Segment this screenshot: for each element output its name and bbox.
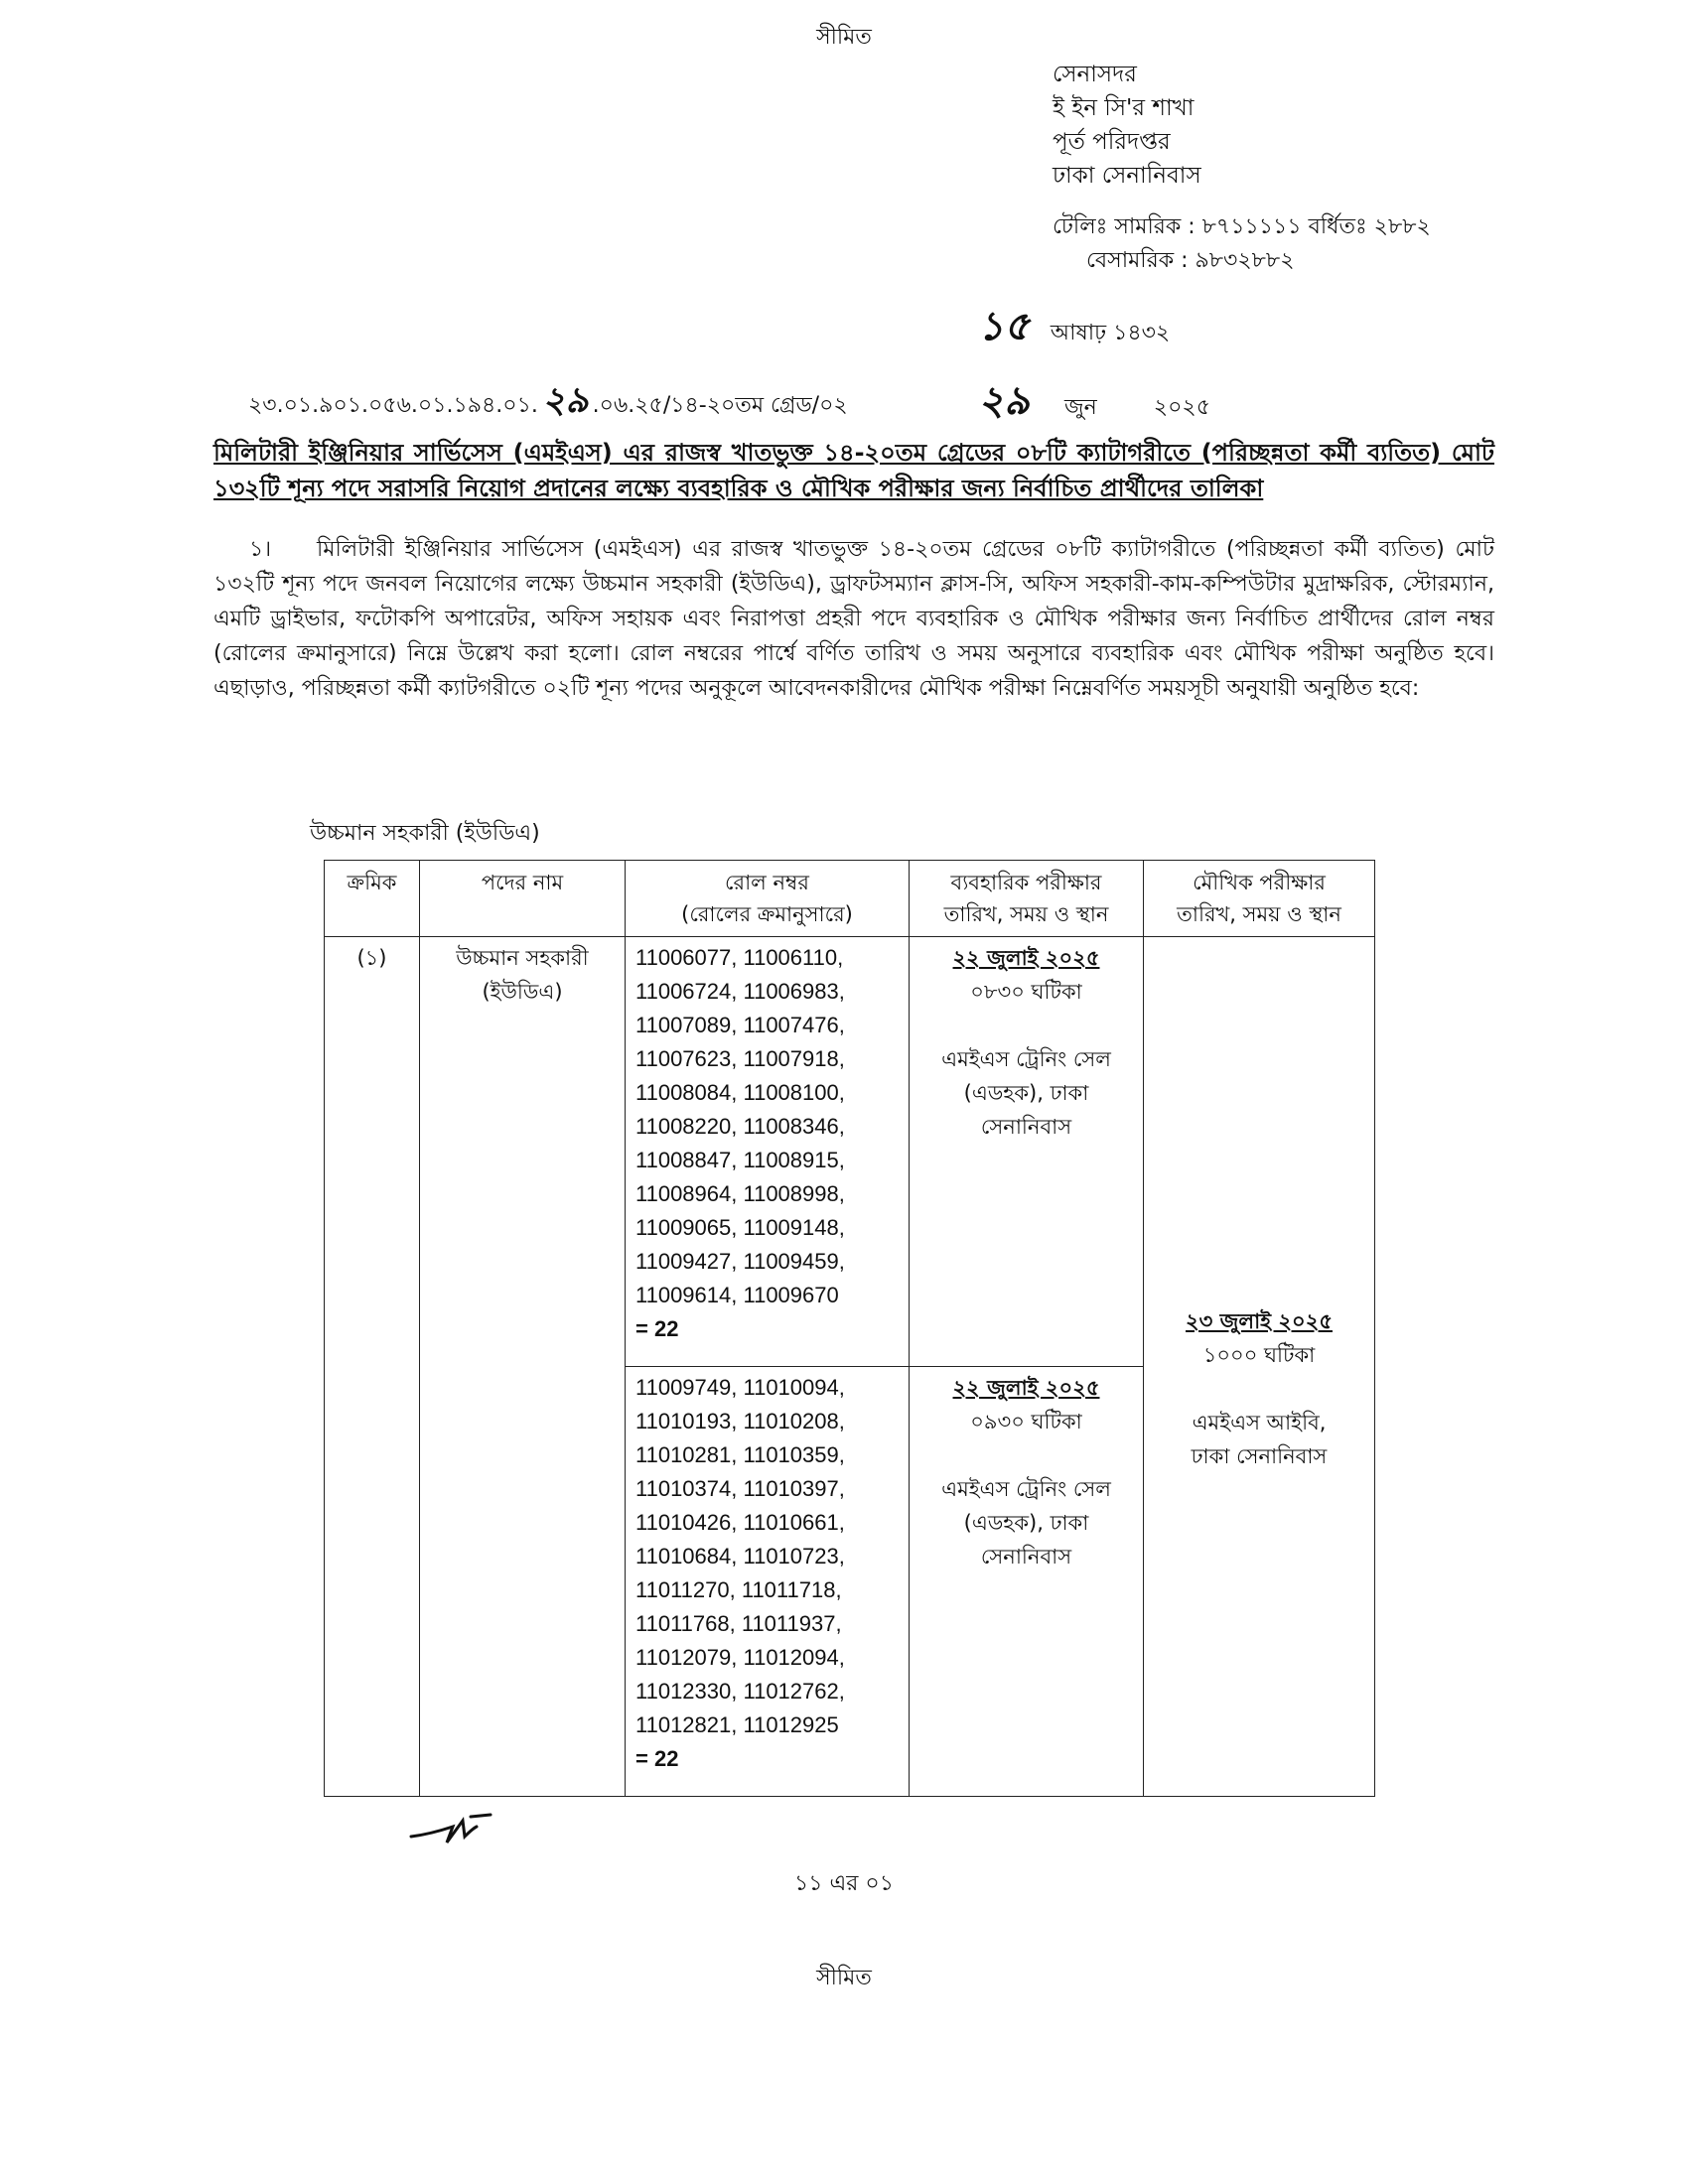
- roll-cell: [626, 1367, 910, 1797]
- reference-number: [248, 373, 848, 433]
- viva-info: [1144, 1304, 1374, 1473]
- table-row: [325, 937, 1375, 1367]
- reference-suffix: .০৬.২৫/১৪-২০তম গ্রেড/০২: [592, 393, 848, 418]
- practical-place: এমইএস ট্রেনিং সেল (এডহক), ঢাকা সেনানিবাস: [941, 1047, 1111, 1139]
- roll-line: 11009614, 11009670: [635, 1283, 839, 1307]
- roll-line: 11012330, 11012762,: [635, 1679, 845, 1704]
- handwritten-day: ১৫: [978, 303, 1030, 349]
- header-viva: [1144, 861, 1375, 937]
- page-number: ১১ এর ০১: [794, 1871, 894, 1896]
- header-practical-line1: ব্যবহারিক পরীক্ষার: [950, 871, 1102, 894]
- viva-cell: [1144, 937, 1375, 1797]
- roll-line: 11006077, 11006110,: [635, 945, 844, 970]
- signature-mark: [407, 1807, 516, 1856]
- header-viva-line2: তারিখ, সময় ও স্থান: [1177, 902, 1341, 926]
- address-line: পূর্ত পরিদপ্তর: [1053, 129, 1171, 155]
- roll-line: 11010281, 11010359,: [635, 1442, 845, 1467]
- practical-cell: [910, 937, 1144, 1367]
- header-practical-line2: তারিখ, সময় ও স্থান: [943, 902, 1109, 926]
- header-roll: [626, 861, 910, 937]
- roll-line: 11009749, 11010094,: [635, 1375, 845, 1400]
- document-heading: মিলিটারী ইঞ্জিনিয়ার সার্ভিসেস (এমইএস) এর রাজস্ব খাতভুক্ত ১৪-২০তম গ্রেডের ০৮টি ক্যাটাগরীতে (পরিচ্ছন্নতা কর্মী ব্যতিত) মোট ১৩২টি শূন্য পদে সরাসরি নিয়োগ প্রদানের লক্ষ্যে ব্যবহারিক ও মৌখিক পরীক্ষার জন্য নির্বাচিত প্রার্থীদের তালিকা: [213, 439, 1494, 502]
- reference-prefix: ২৩.০১.৯০১.০৫৬.০১.১৯৪.০১.: [248, 393, 538, 418]
- roll-line: 11008220, 11008346,: [635, 1114, 845, 1139]
- roll-line: 11008964, 11008998,: [635, 1181, 845, 1206]
- telephone-block: [1053, 210, 1431, 278]
- roll-line: 11006724, 11006983,: [635, 979, 845, 1004]
- classification-top: সীমিত: [816, 25, 872, 50]
- roll-count: = 22: [635, 1316, 679, 1341]
- viva-place: এমইএস আইবি, ঢাকা সেনানিবাস: [1191, 1411, 1328, 1468]
- post-cell: উচ্চমান সহকারী (ইউডিএ): [420, 937, 626, 1797]
- date-english: [978, 369, 1210, 436]
- practical-cell: [910, 1367, 1144, 1797]
- roll-count: = 22: [635, 1746, 679, 1771]
- header-roll-line2: (রোলের ক্রমানুসারে): [681, 902, 853, 926]
- date-bangla: [978, 295, 1170, 361]
- roll-line: 11012079, 11012094,: [635, 1645, 845, 1670]
- date-month: জুন: [1063, 395, 1097, 420]
- header-viva-line1: মৌখিক পরীক্ষার: [1193, 871, 1326, 894]
- paragraph-text: মিলিটারী ইঞ্জিনিয়ার সার্ভিসেস (এমইএস) এর রাজস্ব খাতভুক্ত ১৪-২০তম গ্রেডের ০৮টি ক্যাটাগরীতে (পরিচ্ছন্নতা কর্মী ব্যতিত) মোট ১৩২টি শূন্য পদে জনবল নিয়োগের লক্ষ্যে উচ্চমান সহকারী (ইউডিএ), ড্রাফটসম্যান ক্লাস-সি, অফিস সহকারী-কাম-কম্পিউটার মুদ্রাক্ষরিক, স্টোরম্যান, এমটি ড্রাইভার, ফটোকপি অপারেটর, অফিস সহায়ক এবং নিরাপত্তা প্রহরী পদে ব্যবহারিক ও মৌখিক পরীক্ষার জন্য নির্বাচিত প্রার্থীদের রোল নম্বর (রোলের ক্রমানুসারে) নিম্নে উল্লেখ করা হলো। রোল নম্বরের পার্শ্বে বর্ণিত তারিখ ও সময় অনুসারে ব্যবহারিক এবং মৌখিক পরীক্ষা অনুষ্ঠিত হবে। এছাড়াও, পরিচ্ছন্নতা কর্মী ক্যাটগরীতে ০২টি শূন্য পদের অনুকূলে আবেদনকারীদের মৌখিক পরীক্ষা নিম্নেবর্ণিত সময়সূচী অনুযায়ী অনুষ্ঠিত হবে:: [213, 537, 1494, 701]
- telephone-military: টেলিঃ সামরিক : ৮৭১১১১১ বর্ধিতঃ ২৮৮২: [1053, 214, 1431, 239]
- address-line: ই ইন সি'র শাখা: [1053, 95, 1195, 121]
- viva-time: ১০০০ ঘটিকা: [1202, 1343, 1316, 1367]
- header-serial: ক্রমিক: [325, 861, 420, 937]
- signature: [407, 1807, 516, 1860]
- roll-line: 11010374, 11010397,: [635, 1476, 845, 1501]
- reference-handwritten-day: ২৯: [541, 379, 589, 421]
- candidate-table: [324, 860, 1375, 1797]
- bangla-month-year: আষাঢ় ১৪৩২: [1050, 321, 1171, 345]
- roll-line: 11007089, 11007476,: [635, 1013, 845, 1037]
- practical-date: ২২ জুলাই ২০২৫: [952, 946, 1100, 970]
- serial-cell: (১): [325, 937, 420, 1797]
- roll-line: 11009065, 11009148,: [635, 1215, 845, 1240]
- roll-line: 11011270, 11011718,: [635, 1577, 842, 1602]
- header-post: পদের নাম: [420, 861, 626, 937]
- section-title: উচ্চমান সহকারী (ইউডিএ): [310, 821, 540, 846]
- office-address: [1053, 58, 1201, 193]
- practical-date: ২২ জুলাই ২০২৫: [952, 1376, 1100, 1400]
- telephone-civil: বেসামরিক : ৯৮৩২৮৮২: [1086, 248, 1295, 273]
- practical-place: এমইএস ট্রেনিং সেল (এডহক), ঢাকা সেনানিবাস: [941, 1477, 1111, 1569]
- roll-line: 11007623, 11007918,: [635, 1046, 845, 1071]
- paragraph-number: ১।: [249, 537, 272, 562]
- practical-time: ০৯৩০ ঘটিকা: [970, 1410, 1082, 1433]
- roll-line: 11009427, 11009459,: [635, 1249, 845, 1274]
- header-practical: [910, 861, 1144, 937]
- roll-line: 11008084, 11008100,: [635, 1080, 845, 1105]
- practical-time: ০৮৩০ ঘটিকা: [970, 980, 1082, 1004]
- roll-line: 11008847, 11008915,: [635, 1148, 845, 1172]
- roll-line: 11010426, 11010661,: [635, 1510, 845, 1535]
- header-roll-line1: রোল নম্বর: [725, 871, 809, 894]
- roll-line: 11012821, 11012925: [635, 1712, 839, 1737]
- handwritten-day: ২৯: [978, 377, 1030, 424]
- roll-cell: [626, 937, 910, 1367]
- address-line: সেনাসদর: [1053, 62, 1137, 87]
- table-header-row: [325, 861, 1375, 937]
- address-line: ঢাকা সেনানিবাস: [1053, 163, 1201, 189]
- roll-line: 11010193, 11010208,: [635, 1409, 845, 1433]
- roll-line: 11010684, 11010723,: [635, 1544, 845, 1569]
- paragraph-1: [213, 532, 1494, 706]
- roll-line: 11011768, 11011937,: [635, 1611, 842, 1636]
- date-year: ২০২৫: [1153, 395, 1210, 420]
- classification-bottom: সীমিত: [816, 1966, 872, 1990]
- viva-date: ২৩ জুলাই ২০২৫: [1186, 1309, 1333, 1333]
